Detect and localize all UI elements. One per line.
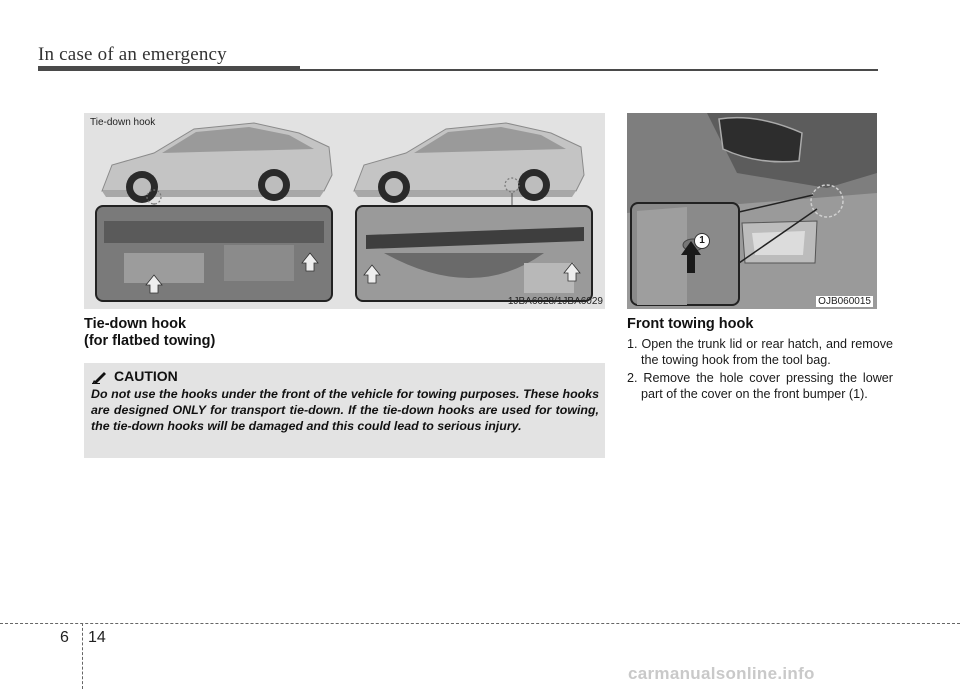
page-number: 14 — [88, 629, 106, 646]
footer-divider — [82, 623, 83, 689]
underbody-inset-front — [96, 206, 332, 301]
footer-rule — [0, 623, 960, 624]
caution-title: CAUTION — [114, 368, 178, 384]
front-towing-hook-figure — [627, 113, 877, 309]
heading-line-2: (for flatbed towing) — [84, 333, 216, 349]
tie-down-hook-illustration — [84, 113, 605, 309]
caution-pencil-icon — [92, 370, 108, 384]
section-heading-front-towing-hook: Front towing hook — [627, 316, 754, 332]
figure-label-tie-down-hook: Tie-down hook — [90, 117, 156, 128]
step-2: 2. Remove the hole cover pressing the lower part of the cover on the front bumper (1). — [627, 371, 893, 401]
heading-line-1: Tie-down hook — [84, 316, 187, 332]
underbody-inset-rear — [356, 206, 592, 301]
figure-code-left: 1JBA6028/1JBA6029 — [507, 296, 603, 307]
chapter-number: 6 — [60, 629, 69, 646]
callout-number-1: 1 — [694, 233, 710, 249]
tie-down-hook-figure — [84, 113, 605, 309]
caution-text: Do not use the hooks under the front of the vehicle for towing purposes. These hooks are designed ONLY for transport tie-down. If the tie-down hooks are used for towing, the tie-down hooks will be damaged and this could lead to serious injury. — [91, 387, 599, 433]
caution-box — [84, 363, 605, 458]
watermark: carmanualsonline.info — [628, 664, 815, 683]
page-header-title: In case of an emergency — [38, 44, 227, 65]
car-illustration-front — [102, 123, 332, 208]
front-bumper-illustration — [627, 113, 877, 309]
header-rule-thin — [300, 69, 878, 71]
section-heading-tie-down-hook — [84, 316, 215, 350]
header-rule-thick — [38, 66, 300, 71]
car-illustration-rear — [354, 123, 584, 206]
figure-code-right: OJB060015 — [818, 296, 871, 307]
front-towing-steps — [627, 337, 893, 402]
step-1: 1. Open the trunk lid or rear hatch, and remove the towing hook from the tool bag. — [627, 337, 893, 367]
